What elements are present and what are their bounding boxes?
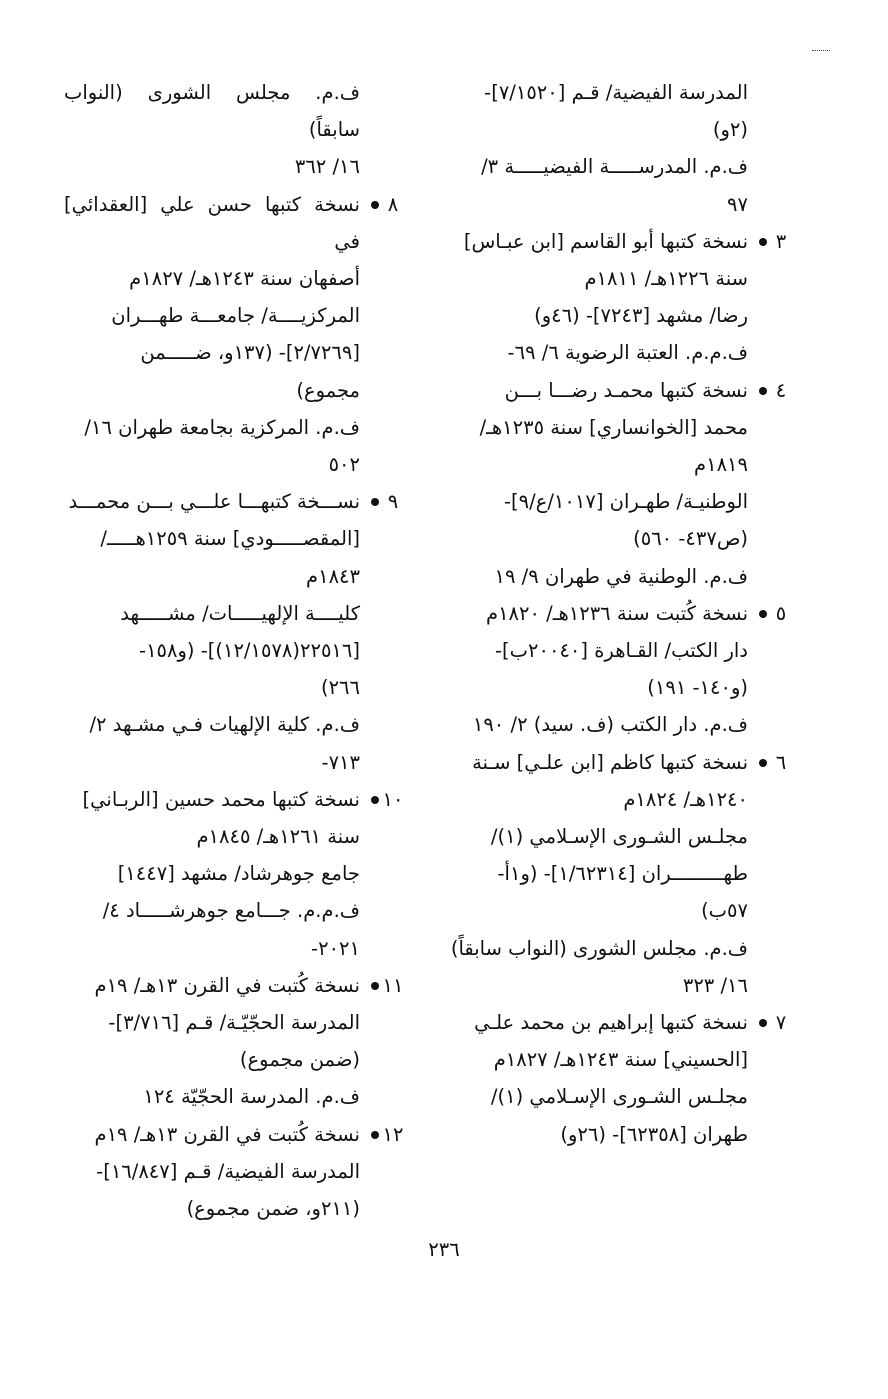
text-line: دار الكتب/ القـاهرة [٢٠٠٤٠ب]- [495, 639, 748, 663]
text-line: نســـخة كتبهـــا علـــي بـــن محمـــد [68, 490, 360, 514]
text-line: ف.م. المدرســـــة الفيضيـــــة ٣/ [481, 155, 748, 179]
text-line: سنة ١٢٦١هـ/ ١٨٤٥م [196, 825, 360, 849]
text-line: نسخة كتبها كاظم [ابن علـي] سـنة [472, 750, 748, 774]
text-line: (٢و) [712, 118, 748, 142]
entry-6 [440, 744, 792, 1004]
bullet-icon [371, 201, 379, 209]
text-line: ف.م. المركزية بجامعة طهران ١٦/ [84, 415, 360, 439]
entry-number: ٥ [775, 601, 787, 625]
text-line: [المقصـــــودي] سنة ١٢٥٩هـــــ/ [100, 527, 360, 551]
entry-number: ٦ [775, 750, 787, 774]
text-line: ٥٧ب) [701, 899, 748, 923]
text-line: سنة ١٢٢٦هـ/ ١٨١١م [584, 267, 748, 291]
bullet-icon [759, 1019, 767, 1027]
text-line: ف.م. مجلس الشورى (النواب سابقاً) [64, 81, 360, 142]
text-line: ف.م.م. جـــامع جوهرشـــــاد ٤/ [102, 899, 360, 923]
text-line: ف.م. دار الكتب (ف. سيد) ٢/ ١٩٠ [472, 713, 748, 737]
text-line: مجموع) [296, 378, 360, 402]
text-line: المدرسة الحجّيّـة/ قـم [٣/٧١٦]- [108, 1011, 360, 1035]
text-line: ف.م. كلية الإلهيات فـي مشـهد ٢/ [89, 713, 360, 737]
text-line: ٥٠٢ [328, 453, 360, 477]
bullet-icon [371, 796, 379, 804]
text-line: كليــــة الإلهيـــــات/ مشـــــهد [120, 601, 360, 625]
text-line: ١٨١٩م [694, 453, 748, 477]
bullet-icon [371, 1131, 379, 1139]
entry-5 [440, 595, 792, 744]
text-line: ٩٧ [727, 192, 748, 216]
text-line: (ص٤٣٧- ٥٦٠) [633, 527, 748, 551]
text-line: ٢٦٦) [320, 676, 360, 700]
text-line: (و١٤٠- ١٩١) [647, 676, 748, 700]
text-line: نسخة كتبها أبو القاسم [ابن عبـاس] [463, 229, 748, 253]
entry-11 [64, 967, 404, 1116]
entry-9 [64, 483, 404, 781]
bullet-icon [759, 238, 767, 246]
text-line: ٢٠٢١- [311, 936, 360, 960]
text-line: الوطنيـة/ طهـران [١٠١٧/ع/٩]- [503, 490, 748, 514]
right-column [440, 74, 792, 1153]
text-line: المدرسة الفيضية/ قـم [٧/١٥٢٠]- [484, 81, 748, 104]
entry-3 [440, 223, 792, 372]
text-line: طهران [٦٢٣٥٨]- (٢٦و) [560, 1122, 748, 1146]
text-line: (٢١١و، ضمن مجموع) [186, 1197, 360, 1221]
entry-number: ١٠ [382, 787, 404, 811]
text-line: نسخة كتبها محمـد رضـــا بـــن [504, 378, 748, 402]
text-line: ف.م. الوطنية في طهران ٩/ ١٩ [494, 564, 748, 588]
page-number: ٢٣٦ [428, 1238, 460, 1261]
text-line: جامع جوهرشاد/ مشهد [١٤٤٧] [117, 862, 360, 886]
entry-4 [440, 372, 792, 595]
bullet-icon [759, 759, 767, 767]
text-line: نسخة كتبها إبراهيم بن محمد علـي [474, 1011, 748, 1035]
text-line: ف.م. المدرسة الحجّيّة ١٢٤ [143, 1085, 360, 1109]
entry-number: ٣ [775, 229, 787, 253]
text-line: نسخة كتبها حسن علي [العقدائي] في [64, 192, 360, 253]
left-column [64, 74, 404, 1227]
text-line: [٢/٧٢٦٩]- (١٣٧و، ضـــــمن [140, 341, 360, 365]
text-line: [الحسيني] سنة ١٢٤٣هـ/ ١٨٢٧م [493, 1048, 748, 1072]
entry-number: ١١ [382, 973, 404, 997]
text-line: ف.م. مجلس الشورى (النواب سابقاً) [450, 936, 748, 960]
text-line: نسخة كُتبت في القرن ١٣هـ/ ١٩م [94, 1122, 360, 1146]
text-line: نسخة كتبها محمد حسين [الربـاني] [82, 787, 360, 811]
text-line: نسخة كُتبت في القرن ١٣هـ/ ١٩م [94, 973, 360, 997]
text-line: مجلـس الشـورى الإسـلامي (١)/ [490, 825, 748, 849]
entry-number: ٩ [387, 490, 399, 514]
bullet-icon [371, 498, 379, 506]
text-line: أصفهان سنة ١٢٤٣هـ/ ١٨٢٧م [129, 267, 360, 291]
text-line: ١٢٤٠هـ/ ١٨٢٤م [623, 787, 748, 811]
text-line: مجلـس الشـورى الإسـلامي (١)/ [490, 1085, 748, 1109]
entry-8 [64, 186, 404, 484]
text-line: رضا/ مشهد [٧٢٤٣]- (٤٦و) [534, 304, 748, 328]
text-line: ١٦/ ٣٢٣ [682, 973, 748, 997]
text-line: (ضمن مجموع) [239, 1048, 360, 1072]
bullet-icon [759, 610, 767, 618]
entry-number: ٨ [387, 192, 399, 216]
entry-number: ١٢ [382, 1122, 404, 1146]
text-line: ٧١٣- [321, 750, 360, 774]
text-line: محمد [الخوانساري] سنة ١٢٣٥هـ/ [479, 415, 748, 439]
entry-12 [64, 1116, 404, 1228]
bullet-icon [759, 387, 767, 395]
entry-number: ٧ [775, 1011, 787, 1035]
corner-dots [812, 50, 830, 51]
text-line: ١٨٤٣م [306, 564, 360, 588]
text-line: المركزيــــة/ جامعـــة طهـــران [111, 304, 360, 328]
text-line: نسخة كُتبت سنة ١٢٣٦هـ/ ١٨٢٠م [486, 601, 748, 625]
bullet-icon [371, 982, 379, 990]
text-line: [٢٢٥١٦(١٢/١٥٧٨)]- (و١٥٨- [139, 639, 360, 663]
entry-number: ٤ [775, 378, 787, 402]
text-line: المدرسة الفيضية/ قـم [١٦/٨٤٧]- [96, 1159, 360, 1183]
entry-10 [64, 781, 404, 967]
text-line: ف.م.م. العتبة الرضوية ٦/ ٦٩- [507, 341, 748, 365]
text-line: طهـــــــــران [١/٦٢٣١٤]- (و١أ- [497, 862, 748, 886]
entry-7 [440, 1004, 792, 1153]
text-line: ١٦/ ٣٦٢ [294, 155, 360, 179]
